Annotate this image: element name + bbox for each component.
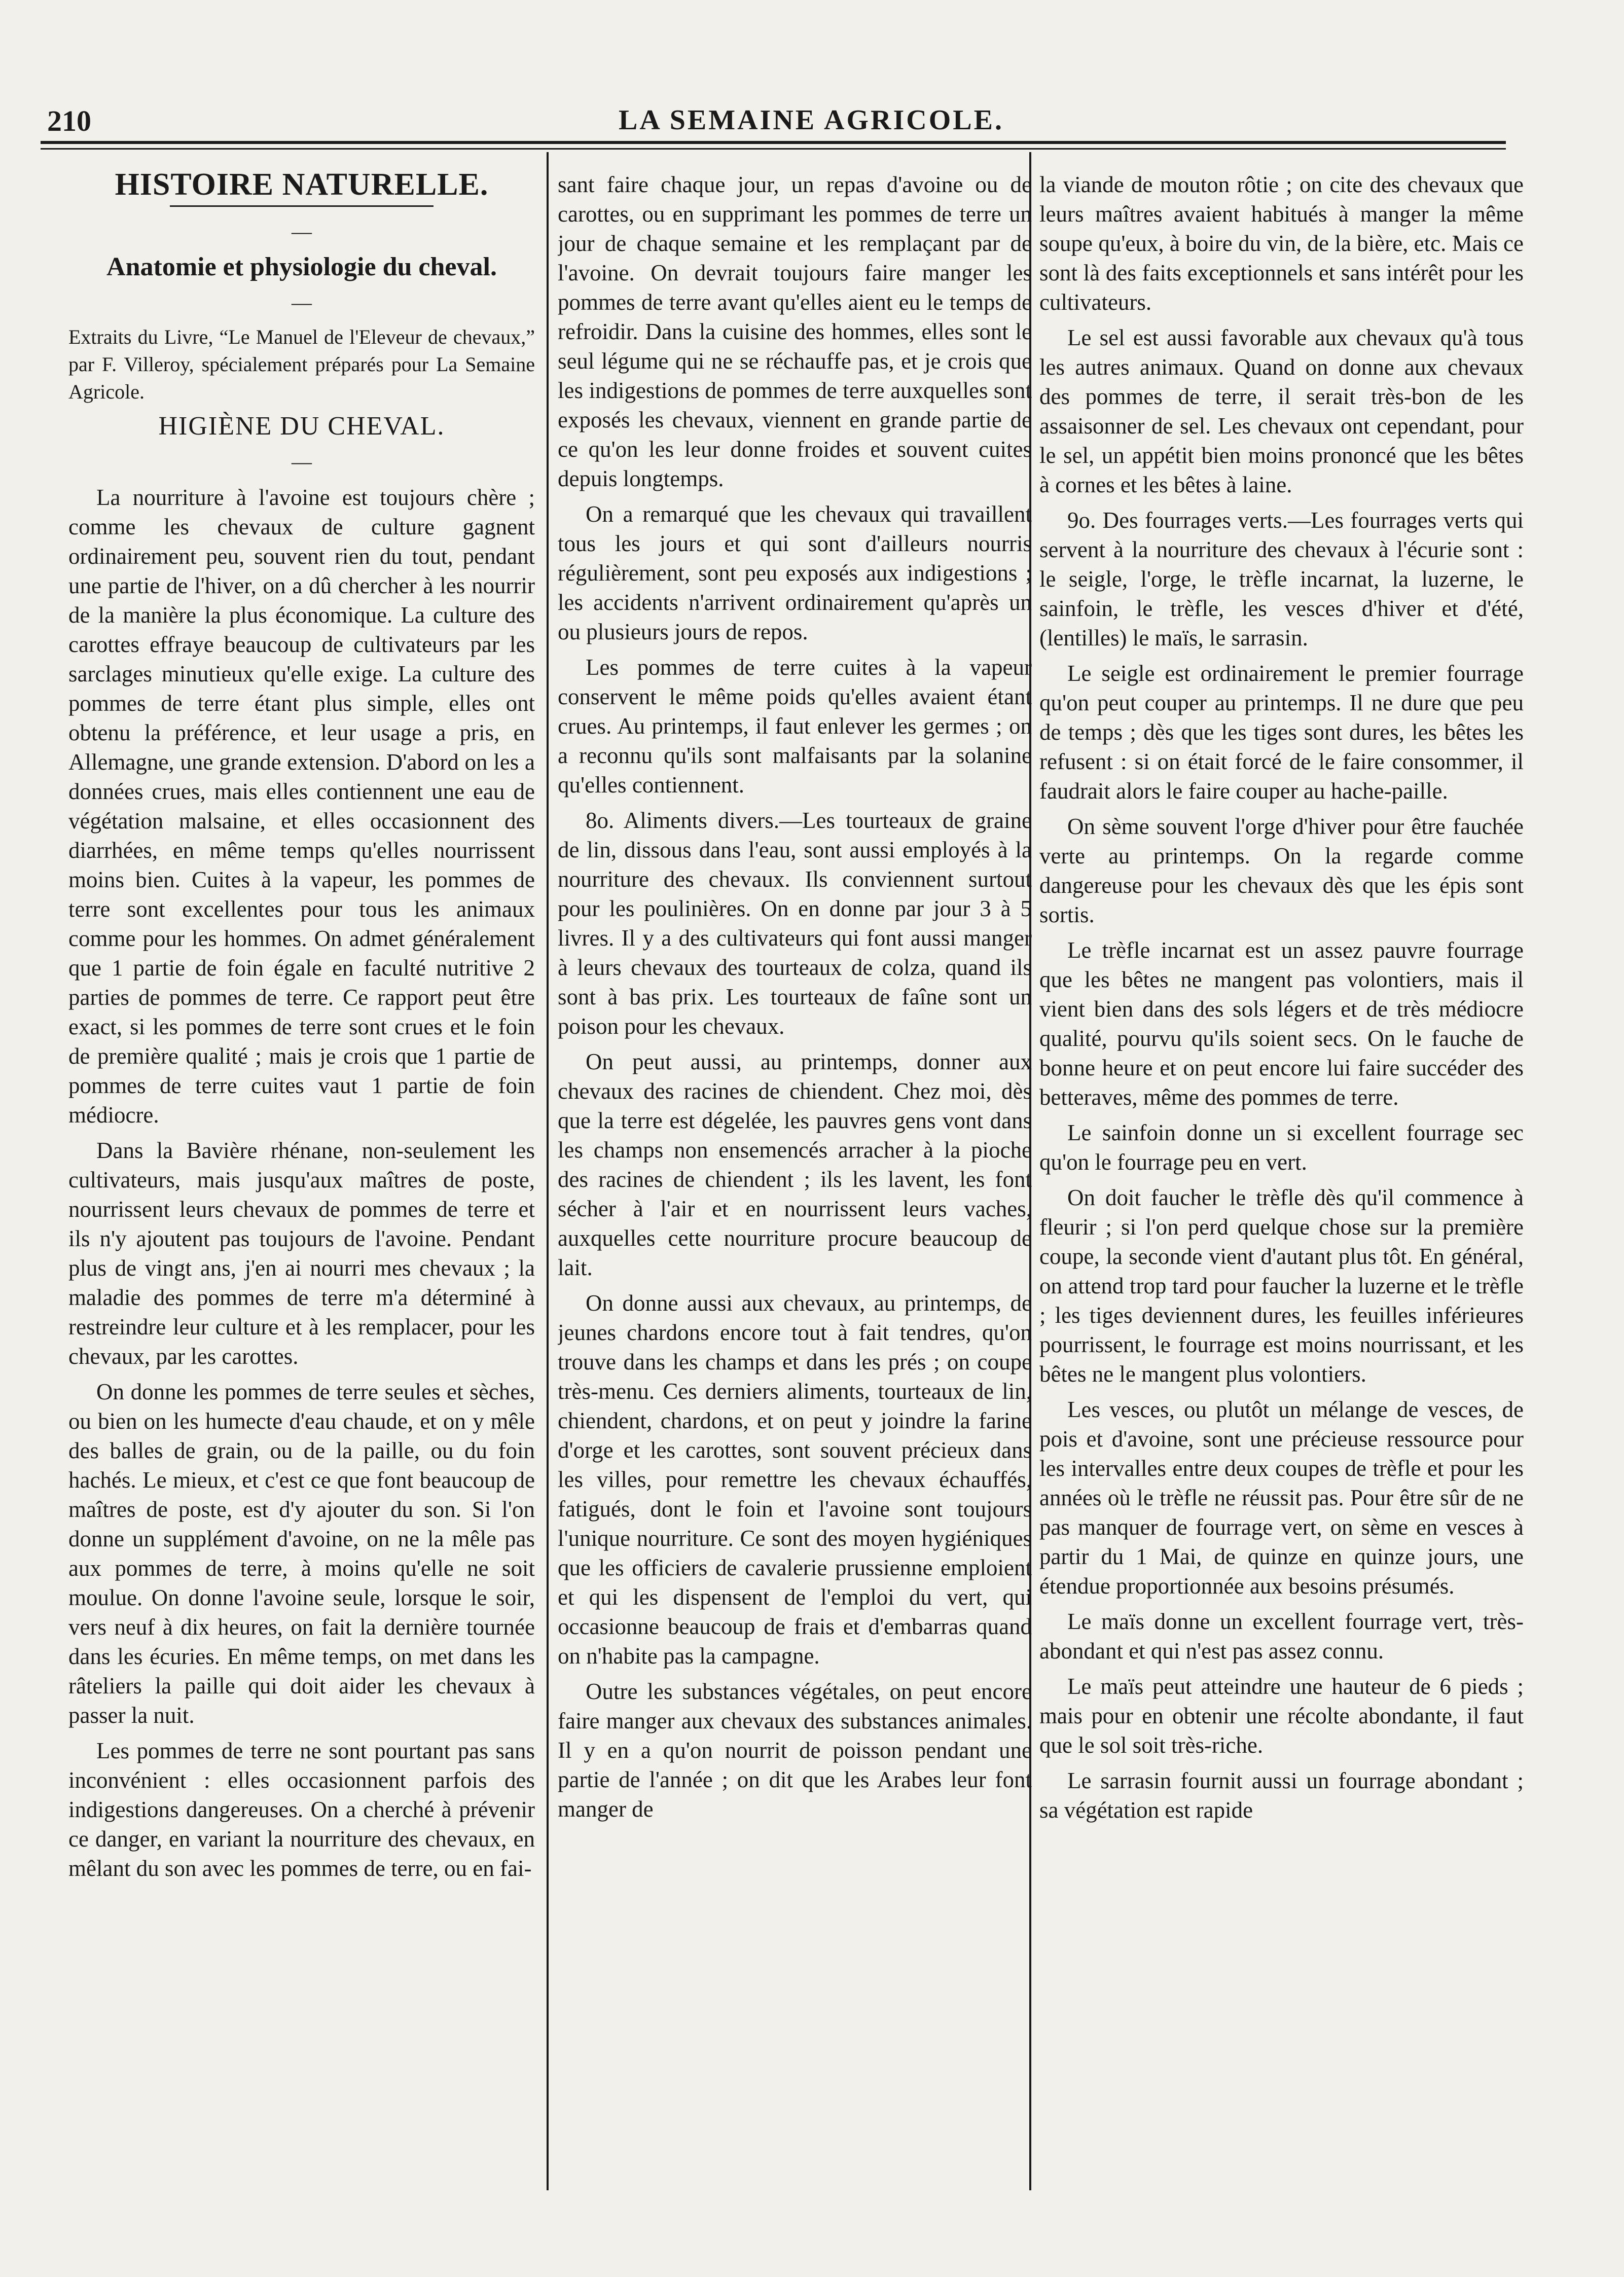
column-2 [558, 170, 1032, 2198]
paragraph: 9o. Des fourrages verts.—Les fourrages verts qui servent à la nourriture des chevaux à l'écurie sont : le seigle, l'orge, le trèfle incarnat, la luzerne, le sainfoin, le trèfle, les vesces d'hiver et d'été, (lentilles) le maïs, le sarrasin. [1039, 508, 1524, 650]
paragraph: Le seigle est ordinairement le premier fourrage qu'on peut couper au printemps. Il ne dure que peu de temps ; dès que les tiges sont dures, les bêtes les refusent : si on était forcé de le faire consommer, il faudrait alors le faire couper au hache-paille. [1039, 661, 1524, 804]
article-title: Anatomie et physiologie du cheval. [106, 252, 497, 281]
newspaper-title: LA SEMAINE AGRICOLE. [619, 104, 1004, 136]
paragraph: 8o. Aliments divers.—Les tourteaux de graine de lin, dissous dans l'eau, sont aussi employés à la nourriture des chevaux. Ils conviennent surtout pour les poulinières. On en donne par jour 3 à 5 livres. Il y a des cultivateurs qui font aussi manger à leurs chevaux des tourteaux de colza, quand ils sont à bas prix. Les tourteaux de faîne sont un poison pour les chevaux. [558, 808, 1032, 1039]
dash-separator: — [292, 220, 312, 243]
paragraph: Les pommes de terre cuites à la vapeur conservent le même poids qu'elles avaient étant crues. Au printemps, il faut enlever les germes ; on a reconnu qu'ils sont malfaisants par la solanine qu'elles contiennent. [558, 655, 1032, 798]
dash-separator: — [292, 291, 312, 314]
paragraph: Le maïs donne un excellent fourrage vert, très-abondant et qui n'est pas assez connu. [1039, 1609, 1524, 1664]
paragraph: On peut aussi, au printemps, donner aux chevaux des racines de chiendent. Chez moi, dès que la terre est dégelée, les pauvres gens vont dans les champs non ensemencés arracher à la pioche des racines de chiendent ; ils les lavent, les font sécher à l'air et en nourrissent leurs vaches, auxquelles cette nourriture procure beaucoup de lait. [558, 1049, 1032, 1280]
page-number: 210 [47, 104, 91, 137]
source-note: Extraits du Livre, “Le Manuel de l'Eleveur de chevaux,” par F. Villeroy, spécialement préparés pour La Semaine Agricole. [68, 326, 535, 403]
paragraph: La nourriture à l'avoine est toujours chère ; comme les chevaux de culture gagnent ordinairement peu, souvent rien du tout, pendant une partie de l'hiver, on a dû chercher à les nourrir de la manière la plus économique. La culture des carottes effraye beaucoup de cultivateurs par les sarclages minutieux qu'elle exige. La culture des pommes de terre étant plus simple, elles ont obtenu la préférence, et leur usage a pris, en Allemagne, une grande extension. D'abord on les a données crues, mais elles contiennent une eau de végétation malsaine, et elles occasionnent des diarrhées, en même temps qu'elles nourrissent moins bien. Cuites à la vapeur, les pommes de terre sont excellentes pour tous les animaux comme pour les hommes. On admet généralement que 1 partie de foin égale en faculté nutritive 2 parties de pommes de terre. Ce rapport peut être exact, si les pommes de terre sont crues et le foin de première qualité ; mais je crois que 1 partie de pommes de terre cuites vaut 1 partie de foin médiocre. [68, 485, 535, 1128]
paragraph: Le sel est aussi favorable aux chevaux qu'à tous les autres animaux. Quand on donne aux chevaux des pommes de terre, il serait très-bon de les assaisonner de sel. Les chevaux ont cependant, pour le sel, un appétit bien moins prononcé que les bêtes à cornes et les bêtes à laine. [1039, 325, 1524, 497]
paragraph: On donne les pommes de terre seules et sèches, ou bien on les humecte d'eau chaude, et on y mêle des balles de grain, ou de la paille, ou du foin hachés. Le mieux, et c'est ce que font beaucoup de maîtres de poste, est d'y ajouter du son. Si l'on donne un supplément d'avoine, on ne la mêle pas aux pommes de terre, à moins qu'elle ne soit moulue. On donne l'avoine seule, lorsque le soir, vers neuf à dix heures, on fait la dernière tournée dans les écuries. En même temps, on met dans les râteliers la paille qui doit aider les chevaux à passer la nuit. [68, 1379, 535, 1728]
paragraph: Le sarrasin fournit aussi un fourrage abondant ; sa végétation est rapide [1039, 1768, 1524, 1823]
subsection-title: HIGIÈNE DU CHEVAL. [158, 412, 445, 441]
section-rule [170, 205, 434, 207]
paragraph: Le sainfoin donne un si excellent fourrage sec qu'on le fourrage peu en vert. [1039, 1120, 1524, 1175]
header-rule-thick [41, 141, 1506, 144]
paragraph: On donne aussi aux chevaux, au printemps, de jeunes chardons encore tout à fait tendres, qu'on trouve dans les champs et dans les prés ; on coupe très-menu. Ces derniers aliments, tourteaux de lin, chiendent, chardons, et on peut y joindre la farine d'orge et les carottes, sont souvent précieux dans les villes, pour remettre les chevaux échauffés, fatigués, dont le foin et l'avoine sont toujours l'unique nourriture. Ce sont des moyen hygiéniques que les officiers de cavalerie prussienne emploient et qui les dispensent de l'emploi du vert, qui occasionne beaucoup de frais et d'embarras quand on n'habite pas la campagne. [558, 1290, 1032, 1669]
column-divider-1 [547, 152, 549, 2190]
paragraph: Le trèfle incarnat est un assez pauvre fourrage que les bêtes ne mangent pas volontiers, mais il vient bien dans des sols légers et de très médiocre qualité, pourvu qu'ils soient secs. On le fauche de bonne heure et on peut encore lui faire succéder des betteraves, même des pommes de terre. [1039, 937, 1524, 1110]
paragraph: On doit faucher le trèfle dès qu'il commence à fleurir ; si l'on perd quelque chose sur la première coupe, la seconde vient d'autant plus tôt. En général, on attend trop tard pour faucher la luzerne et le trèfle ; les tiges deviennent dures, les feuilles inférieures pourrissent, le fourrage est moins nourrissant, et les bêtes ne le mangent plus volontiers. [1039, 1185, 1524, 1387]
dash-separator: — [292, 450, 312, 473]
paragraph: Dans la Bavière rhénane, non-seulement les cultivateurs, mais jusqu'aux maîtres de poste, nourrissent leurs chevaux de pommes de terre et ils n'y ajoutent pas toujours de l'avoine. Pendant plus de vingt ans, j'en ai nourri mes chevaux ; la maladie des pommes de terre m'a déterminé à restreindre leur culture et à les remplacer, pour les chevaux, par les carottes. [68, 1138, 535, 1369]
paragraph: Outre les substances végétales, on peut encore faire manger aux chevaux des substances animales. Il y en a qu'on nourrit de poisson pendant une partie de l'année ; on dit que les Arabes leur font manger de [558, 1679, 1032, 1822]
column-3 [1039, 170, 1524, 2198]
section-title: HISTOIRE NATURELLE. [115, 170, 489, 202]
header-rule-thin [41, 148, 1506, 150]
paragraph: Les pommes de terre ne sont pourtant pas sans inconvénient : elles occasionnent parfois des indigestions dangereuses. On a cherché à prévenir ce danger, en variant la nourriture des chevaux, en mêlant du son avec les pommes de terre, ou en fai- [68, 1738, 535, 1881]
paragraph: On a remarqué que les chevaux qui travaillent tous les jours et qui sont d'ailleurs nourris régulièrement, sont peu exposés aux indigestions ; les accidents n'arrivent ordinairement qu'après un ou plusieurs jours de repos. [558, 501, 1032, 644]
paragraph: On sème souvent l'orge d'hiver pour être fauchée verte au printemps. On la regarde comme dangereuse pour les chevaux dès que les épis sont sortis. [1039, 814, 1524, 927]
paragraph: la viande de mouton rôtie ; on cite des chevaux que leurs maîtres avaient habitués à manger la même soupe qu'eux, à boire du vin, de la bière, etc. Mais ce sont là des faits exceptionnels et sans intérêt pour les cultivateurs. [1039, 172, 1524, 315]
paragraph: sant faire chaque jour, un repas d'avoine ou de carottes, ou en supprimant les pommes de terre un jour de chaque semaine et les remplaçant par de l'avoine. On devrait toujours faire manger les pommes de terre avant qu'elles aient eu le temps de refroidir. Dans la cuisine des hommes, elles sont le seul légume qui ne se réchauffe pas, et je crois que les indigestions de pommes de terre auxquelles sont exposés les chevaux, viennent en grande partie de ce qu'on les leur donne froides et souvent cuites depuis longtemps. [558, 172, 1032, 491]
column-1 [68, 170, 535, 2198]
paragraph: Les vesces, ou plutôt un mélange de vesces, de pois et d'avoine, sont une précieuse ressource pour les intervalles entre deux coupes de trèfle et pour les années où le trèfle ne réussit pas. Pour être sûr de ne pas manquer de fourrage vert, on sème en vesces à partir du 1 Mai, de quinze en quinze jours, une étendue proportionnée aux besoins présumés. [1039, 1397, 1524, 1599]
paragraph: Le maïs peut atteindre une hauteur de 6 pieds ; mais pour en obtenir une récolte abondante, il faut que le sol soit très-riche. [1039, 1674, 1524, 1758]
